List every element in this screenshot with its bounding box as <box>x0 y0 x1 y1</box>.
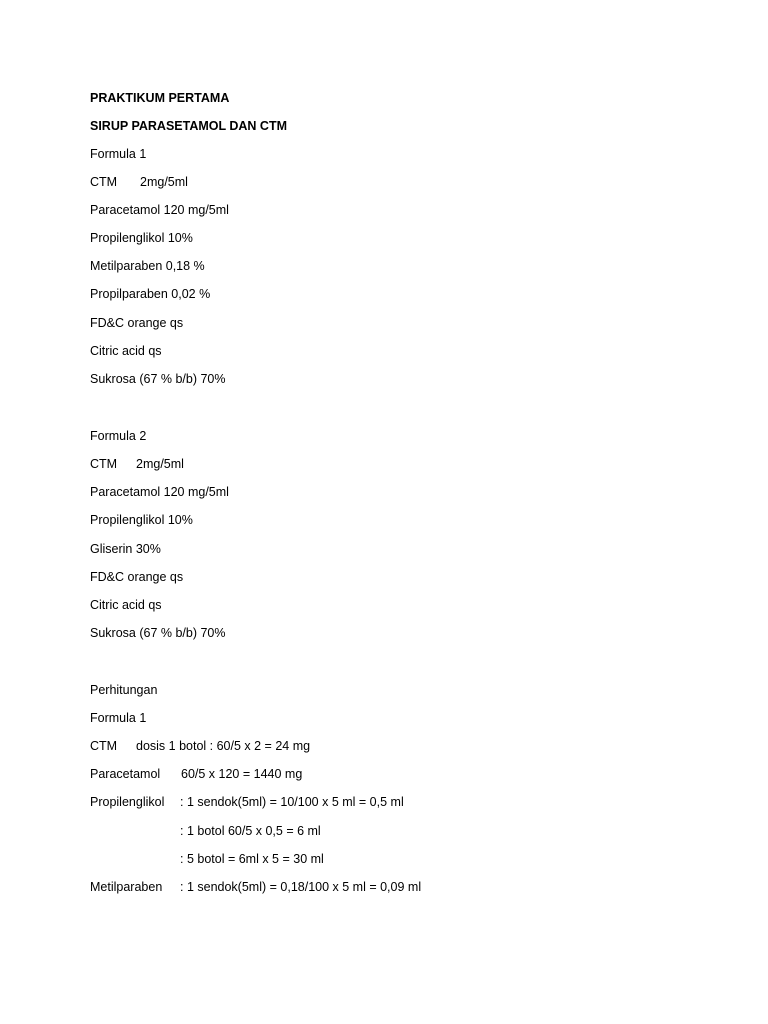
formula1-item: Propilparaben 0,02 % <box>90 287 211 301</box>
formula2-ctm-value: 2mg/5ml <box>136 457 184 471</box>
formula1-ctm-row <box>90 174 188 190</box>
formula1-ctm-label: CTM <box>90 175 118 189</box>
formula2-ctm-row <box>90 456 184 472</box>
perhitungan-metil-row <box>90 879 422 895</box>
perhitungan-subtitle: Formula 1 <box>90 711 147 725</box>
perhitungan-metil-calc: : 1 sendok(5ml) = 0,18/100 x 5 ml = 0,09 ml <box>180 880 422 894</box>
formula1-item: FD&C orange qs <box>90 316 184 330</box>
formula1-item: Metilparaben 0,18 % <box>90 259 205 273</box>
formula2-item: Sukrosa (67 % b/b) 70% <box>90 626 226 640</box>
formula2-ctm-label: CTM <box>90 457 118 471</box>
perhitungan-propil-calc: : 1 sendok(5ml) = 10/100 x 5 ml = 0,5 ml <box>180 795 404 809</box>
perhitungan-propil-calc: : 1 botol 60/5 x 0,5 = 6 ml <box>180 824 321 838</box>
formula1-item: Paracetamol 120 mg/5ml <box>90 203 229 217</box>
perhitungan-propil-row <box>90 794 404 810</box>
perhitungan-propil-calc: : 5 botol = 6ml x 5 = 30 ml <box>180 852 324 866</box>
formula2-item: Gliserin 30% <box>90 542 161 556</box>
heading-sirup: SIRUP PARASETAMOL DAN CTM <box>90 119 287 133</box>
perhitungan-paracetamol-label: Paracetamol <box>90 767 161 781</box>
perhitungan-paracetamol-row <box>90 766 303 782</box>
formula1-title: Formula 1 <box>90 147 147 161</box>
heading-praktikum: PRAKTIKUM PERTAMA <box>90 91 230 105</box>
perhitungan-title: Perhitungan <box>90 683 158 697</box>
perhitungan-metil-label: Metilparaben <box>90 880 163 894</box>
formula2-item: Citric acid qs <box>90 598 162 612</box>
formula2-item: Propilenglikol 10% <box>90 513 193 527</box>
perhitungan-propil-label: Propilenglikol <box>90 795 165 809</box>
formula1-item: Propilenglikol 10% <box>90 231 193 245</box>
formula2-item: Paracetamol 120 mg/5ml <box>90 485 229 499</box>
formula1-item: Sukrosa (67 % b/b) 70% <box>90 372 226 386</box>
formula1-ctm-value: 2mg/5ml <box>140 175 188 189</box>
perhitungan-ctm-calc: dosis 1 botol : 60/5 x 2 = 24 mg <box>136 739 311 753</box>
formula2-title: Formula 2 <box>90 429 147 443</box>
perhitungan-ctm-row <box>90 738 311 754</box>
perhitungan-paracetamol-calc: 60/5 x 120 = 1440 mg <box>181 767 303 781</box>
perhitungan-ctm-label: CTM <box>90 739 118 753</box>
formula1-item: Citric acid qs <box>90 344 162 358</box>
formula2-item: FD&C orange qs <box>90 570 184 584</box>
